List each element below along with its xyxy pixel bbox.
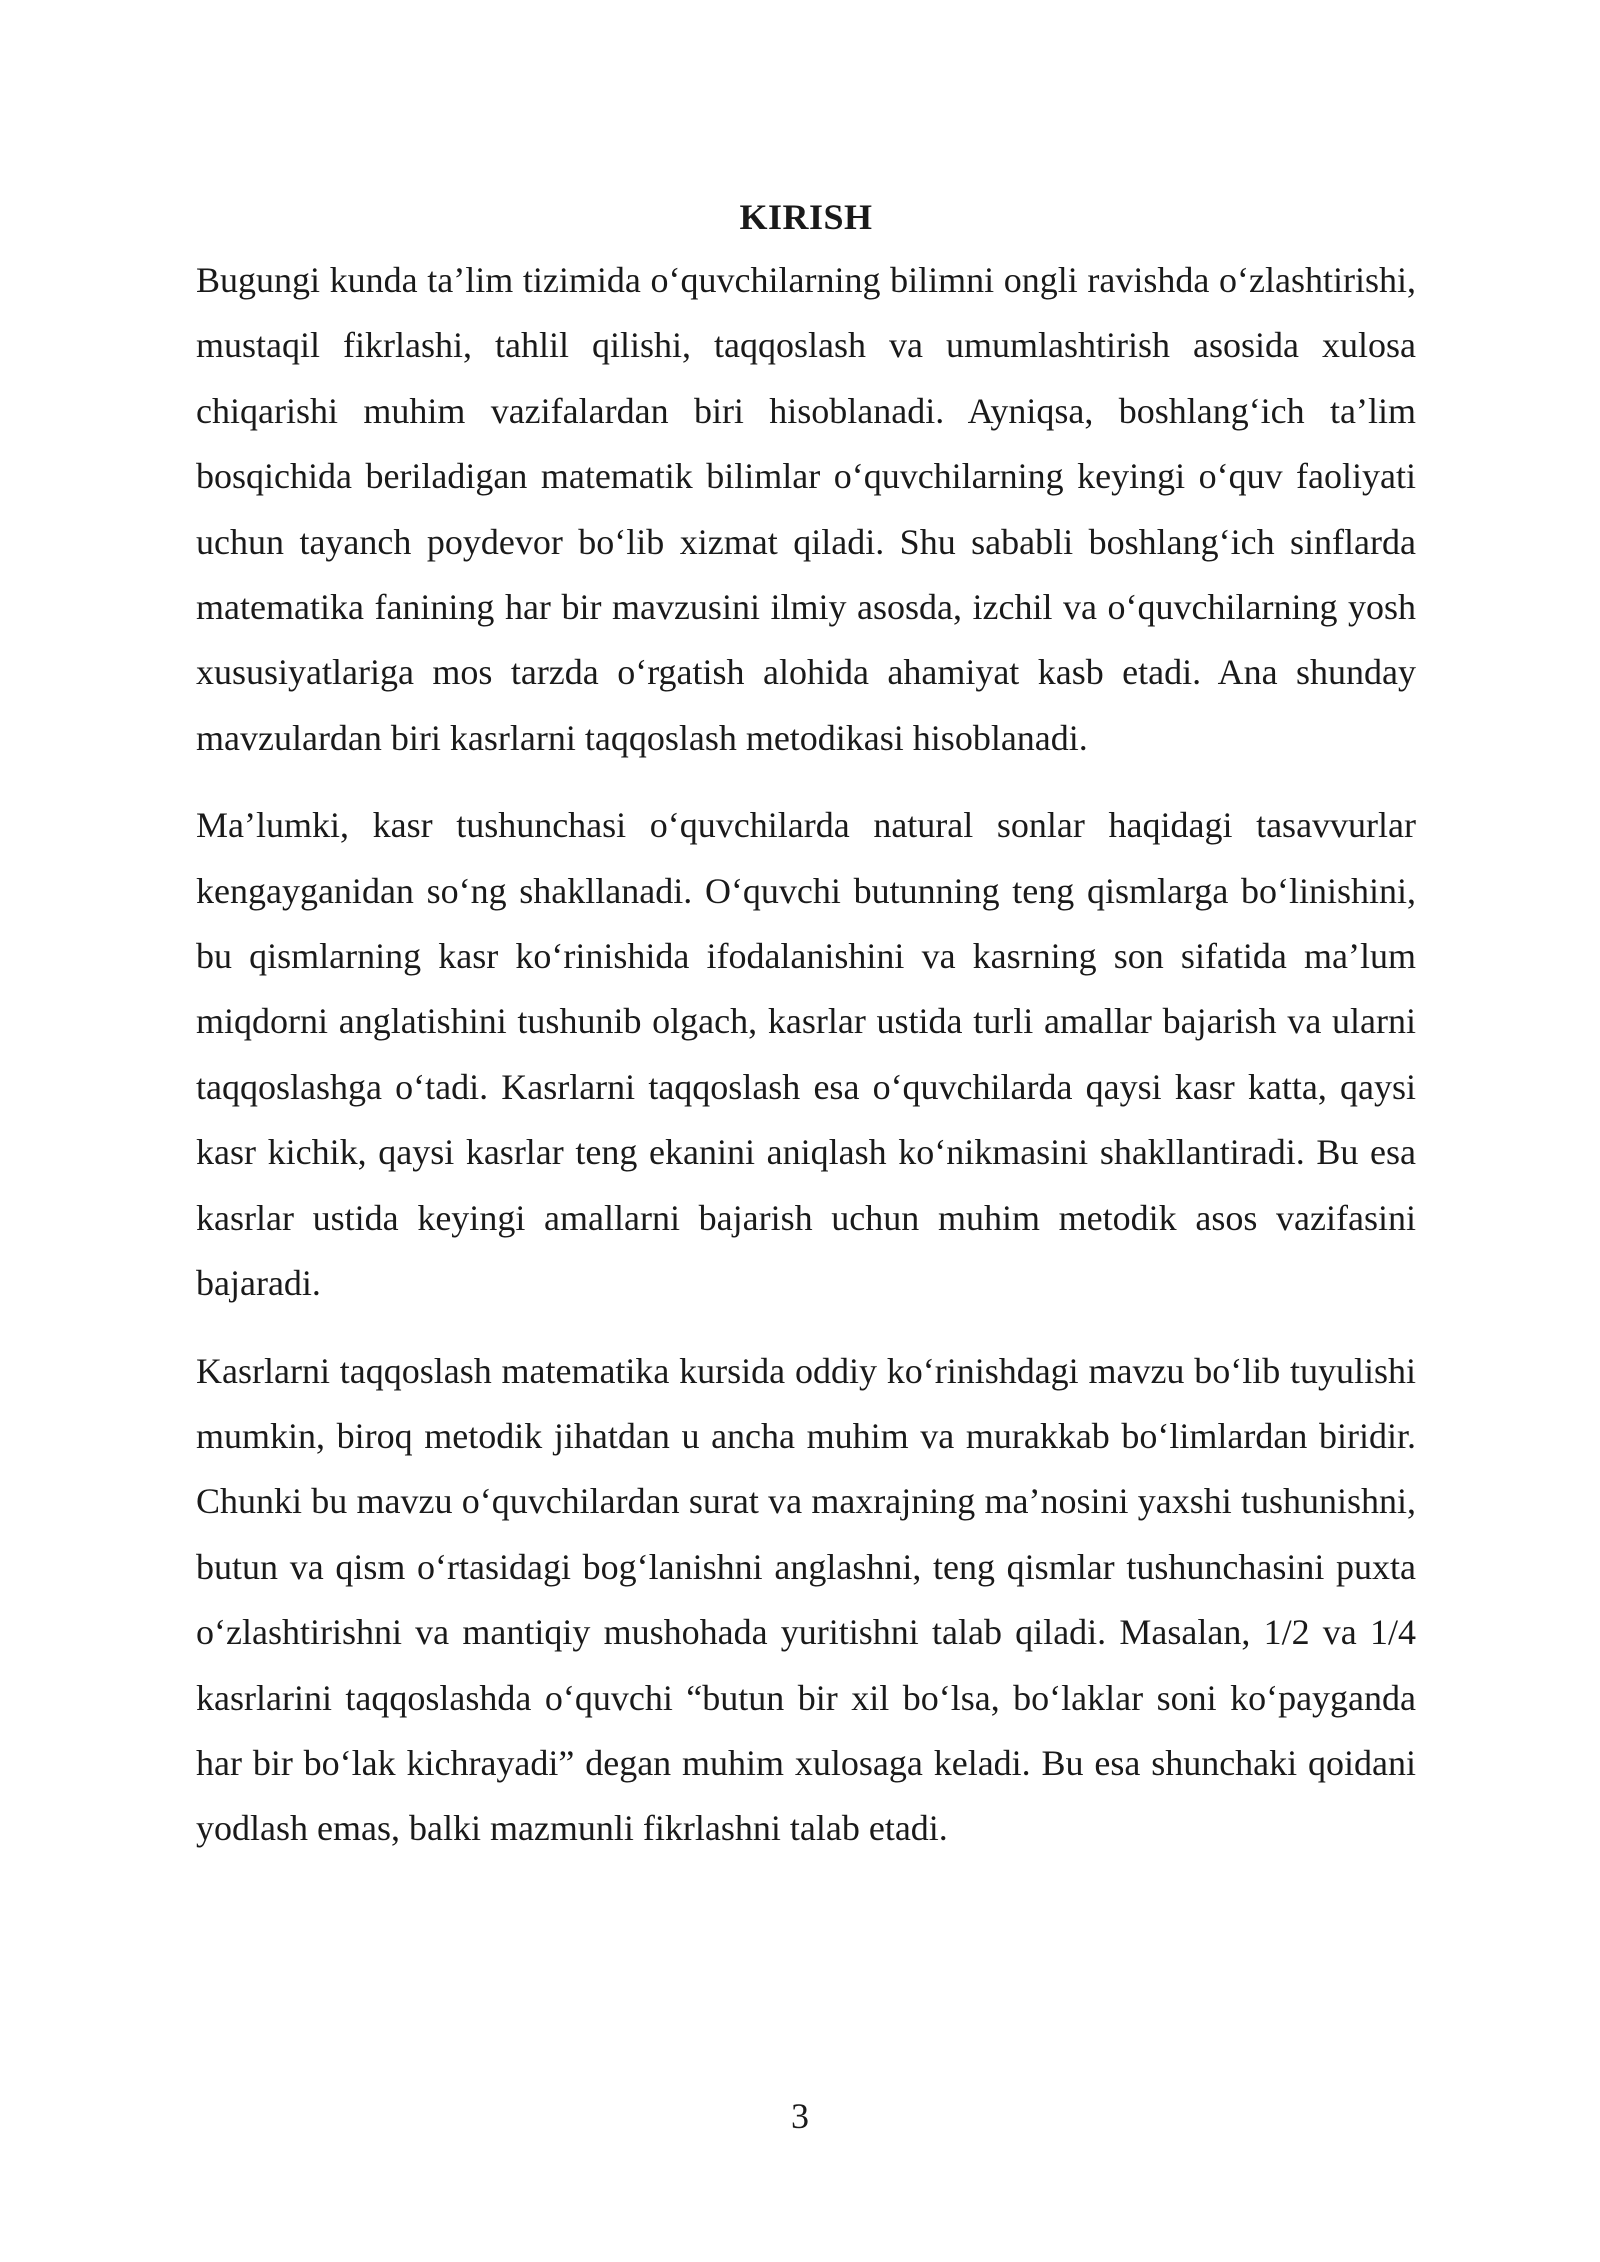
page-number: 3 — [791, 2096, 809, 2136]
paragraph-2: Ma’lumki, kasr tushunchasi o‘quvchilarda natural sonlar haqidagi tasavvurlar kengayganidan so‘ng shakllanadi. O‘quvchi butunning teng qismlarga bo‘linishini, bu qismlarning kasr ko‘rinishida ifodalanishini va kasrning son sifatida ma’lum miqdorni anglatishini tushunib olgach, kasrlar ustida turli amallar bajarish va ularni taqqoslashga o‘tadi. Kasrlarni taqqoslash esa o‘quvchilarda qaysi kasr katta, qaysi kasr kichik, qaysi kasrlar teng ekanini aniqlash ko‘nikmasini shakllantiradi. Bu esa kasrlar ustida keyingi amallarni bajarish uchun muhim metodik asos vazifasini bajaradi. — [196, 805, 1416, 1304]
paragraph-1: Bugungi kunda ta’lim tizimida o‘quvchilarning bilimni ongli ravishda o‘zlashtirishi, mustaqil fikrlashi, tahlil qilishi, taqqoslash va umumlashtirish asosida xulosa chiqarishi muhim vazifalardan biri hisoblanadi. Ayniqsa, boshlang‘ich ta’lim bosqichida beriladigan matematik bilimlar o‘quvchilarning keyingi o‘quv faoliyati uchun tayanch poydevor bo‘lib xizmat qiladi. Shu sababli boshlang‘ich sinflarda matematika fanining har bir mavzusini ilmiy asosda, izchil va o‘quvchilarning yosh xususiyatlariga mos tarzda o‘rgatish alohida ahamiyat kasb etadi. Ana shunday mavzulardan biri kasrlarni taqqoslash metodikasi hisoblanadi. — [196, 260, 1416, 758]
page-content — [196, 186, 1416, 1884]
section-heading: KIRISH — [739, 197, 873, 237]
paragraph-3: Kasrlarni taqqoslash matematika kursida oddiy ko‘rinishdagi mavzu bo‘lib tuyulishi mumkin, biroq metodik jihatdan u ancha muhim va murakkab bo‘limlardan biridir. Chunki bu mavzu o‘quvchilardan surat va maxrajning ma’nosini yaxshi tushunishni, butun va qism o‘rtasidagi bog‘lanishni anglashni, teng qismlar tushunchasini puxta o‘zlashtirishni va mantiqiy mushohada yuritishni talab qiladi. Masalan, 1/2 va 1/4 kasrlarini taqqoslashda o‘quvchi “butun bir xil bo‘lsa, bo‘laklar soni ko‘payganda har bir bo‘lak kichrayadi” degan muhim xulosaga keladi. Bu esa shunchaki qoidani yodlash emas, balki mazmunli fikrlashni talab etadi. — [196, 1350, 1416, 1849]
